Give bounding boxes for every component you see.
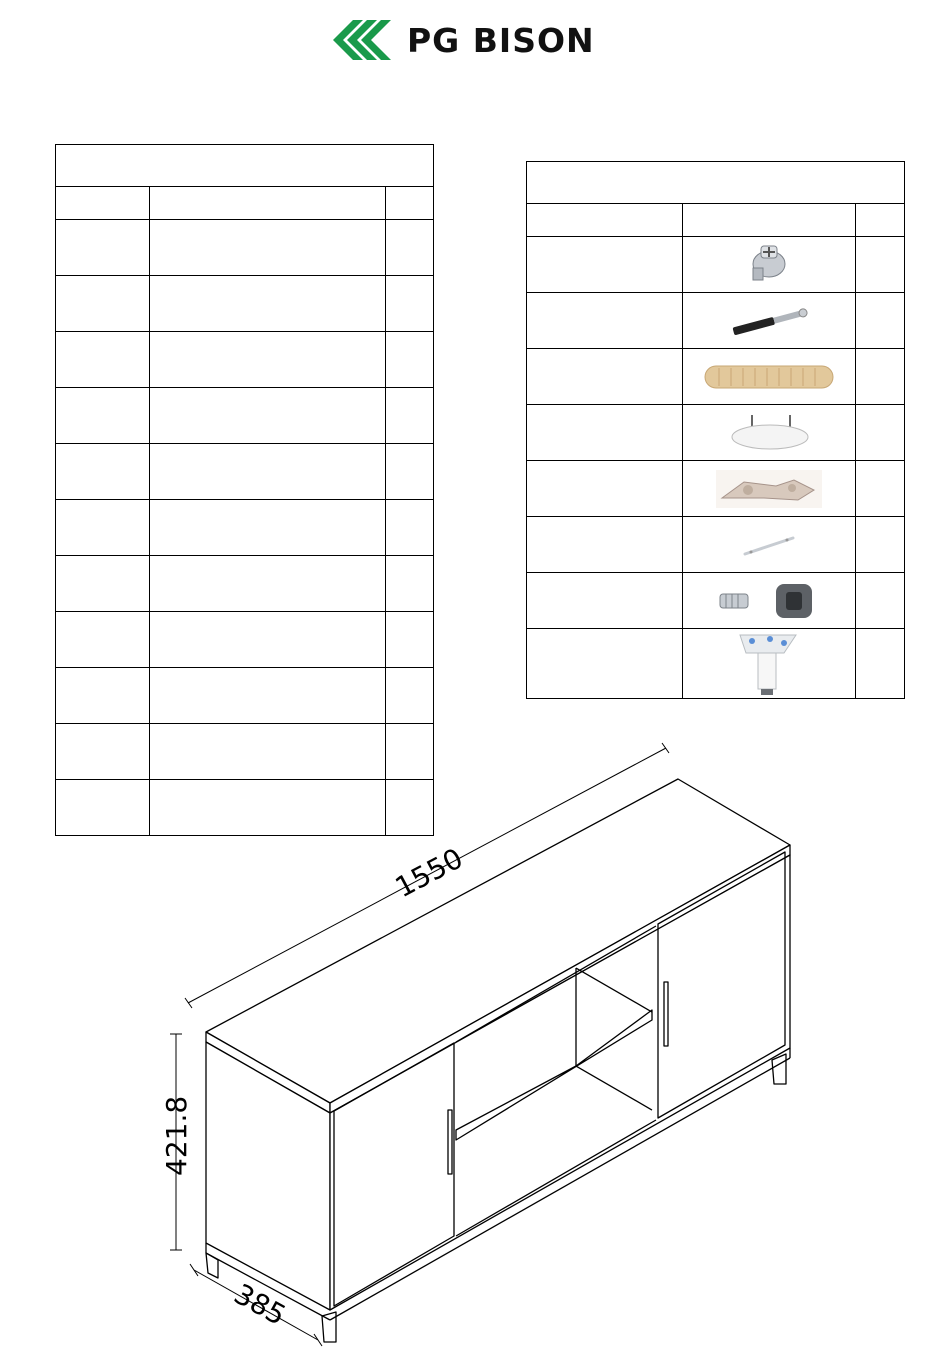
- leg-front-left: [206, 1253, 218, 1278]
- leg-back-right: [772, 1054, 786, 1084]
- width-dimension-label: 1550: [389, 841, 469, 905]
- height-dimension-label: 421.8: [160, 1095, 193, 1176]
- brand-name: PG BISON: [407, 20, 595, 60]
- depth-dimension-label: 385: [228, 1277, 292, 1333]
